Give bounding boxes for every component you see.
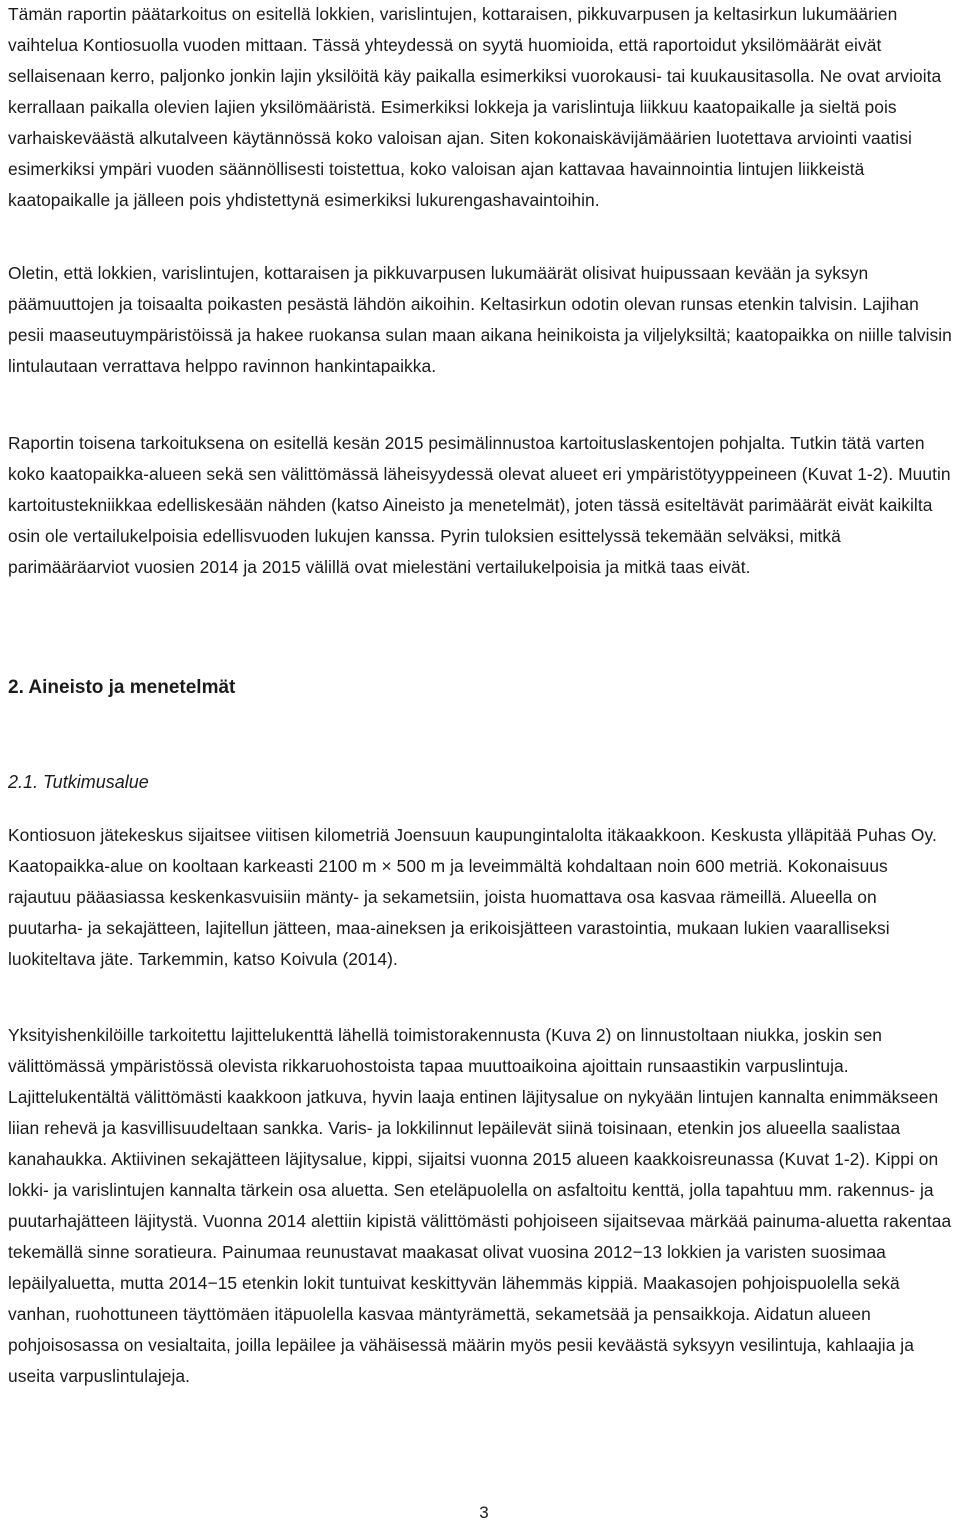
subsection-heading: 2.1. Tutkimusalue [8, 772, 149, 792]
intro-paragraph: Tämän raportin päätarkoitus on esitellä lokkien, varislintujen, kottaraisen, pikkuvarpusen ja keltasirkun lukumäärien vaihtelua Kontiosuolla vuoden mittaan. Tässä yhteydessä on syytä huomioida, että raportoidut yksilömäärät eivät sellaisenaan kerro, paljonko jonkin lajin yksilöitä käy paikalla esimerkiksi vuorokausi- tai kuukausitasolla. Ne ovat arvioita kerrallaan paikalla olevien lajien yksilömääristä. Esimerkiksi lokkeja ja varislintuja liikkuu kaatopaikalle ja sieltä pois varhaiskeväästä alkutalveen käytännössä koko valoisan ajan. Siten kokonaiskävijämäärien luotettava arviointi vaatisi esimerkiksi ympäri vuoden säännöllisesti toistettua, koko valoisan ajan kattavaa havainnointia lintujen liikkeistä kaatopaikalle ja jälleen pois yhdistettynä esimerkiksi lukurengashavaintoihin. [8, 4, 942, 210]
study-area-paragraph: Kontiosuon jätekeskus sijaitsee viitisen kilometriä Joensuun kaupungintalolta itäkaakkoon. Keskusta ylläpitää Puhas Oy. Kaatopaikka-alue on kooltaan karkeasti 2100 m × 500 m ja leveimmältä kohdaltaan noin 600 metriä. Kokonaisuus rajautuu pääasiassa keskenkasvuisiin mänty- ja sekametsiin, joista huomattava osa kasvaa rämeillä. Alueella on puutarha- ja sekajätteen, lajitellun jätteen, maa-aineksen ja erikoisjätteen varastointia, mukaan lukien vaaralliseksi luokiteltava jäte. Tarkemmin, katso Koivula (2014). [8, 825, 937, 969]
second-aim-paragraph: Raportin toisena tarkoituksena on esitellä kesän 2015 pesimälinnustoa kartoituslaskentojen pohjalta. Tutkin tätä varten koko kaatopaikka-alueen sekä sen välittömässä läheisyydessä olevat alueet eri ympäristötyyppeineen (Kuvat 1-2). Muutin kartoitustekniikkaa edelliskesään nähden (katso Aineisto ja menetelmät), joten tässä esiteltävät parimäärät eivät kaikilta osin ole vertailukelpoisia edellisvuoden lukujen kanssa. Pyrin tuloksien esittelyssä tekemään selväksi, mitkä parimääräarviot vuosien 2014 ja 2015 välillä ovat mielestäni vertailukelpoisia ja mitkä taas eivät. [8, 433, 951, 577]
section-heading: 2. Aineisto ja menetelmät [8, 677, 236, 698]
hypothesis-paragraph: Oletin, että lokkien, varislintujen, kottaraisen ja pikkuvarpusen lukumäärät olisivat huipussaan kevään ja syksyn päämuuttojen ja toisaalta poikasten pesästä lähdön aikoihin. Keltasirkun odotin olevan runsas etenkin talvisin. Lajihan pesii maaseutuympäristöissä ja hakee ruokansa sulan maan aikana heinikoista ja viljelyksiltä; kaatopaikka on niille talvisin lintulautaan verrattava helppo ravinnon hankintapaikka. [8, 263, 952, 376]
sorting-field-paragraph: Yksityishenkilöille tarkoitettu lajittelukenttä lähellä toimistorakennusta (Kuva 2) on linnustoltaan niukka, joskin sen välittömässä ympäristössä olevista rikkaruohostoista tapaa muuttoaikoina ajoittain runsaastikin varpuslintuja. Lajittelukentältä välittömästi kaakkoon jatkuva, hyvin laaja entinen läjitysalue on nykyään lintujen kannalta enimmäkseen liian rehevä ja kasvillisuudeltaan sankka. Varis- ja lokkilinnut lepäilevät siinä toisinaan, etenkin jos alueella saalistaa kanahaukka. Aktiivinen sekajätteen läjitysalue, kippi, sijaitsi vuonna 2015 alueen kaakkoisreunassa (Kuvat 1-2). Kippi on lokki- ja varislintujen kannalta tärkein osa aluetta. Sen eteläpuolella on asfaltoitu kenttä, jolla tapahtuu mm. rakennus- ja puutarhajätteen läjitystä. Vuonna 2014 alettiin kipistä välittömästi pohjoiseen sijaitsevaa märkää painuma-aluetta rakentaa tekemällä sinne soratieura. Painumaa reunustavat maakasat olivat vuosina 2012−13 lokkien ja varisten suosimaa lepäilyaluetta, mutta 2014−15 etenkin lokit tuntuivat keskittyvän lähemmäs kippiä. Maakasojen pohjoispuolella sekä vanhan, ruohottuneen täyttömäen itäpuolella kasvaa mäntyrämettä, sekametsää ja pensaikkoja. Aidatun alueen pohjoisosassa on vesialtaita, joilla lepäilee ja vähäisessä määrin myös pesii keväästä syksyyn vesilintuja, kahlaajia ja useita varpuslintulajeja. [8, 1025, 952, 1386]
page-number: 3 [479, 1503, 489, 1522]
